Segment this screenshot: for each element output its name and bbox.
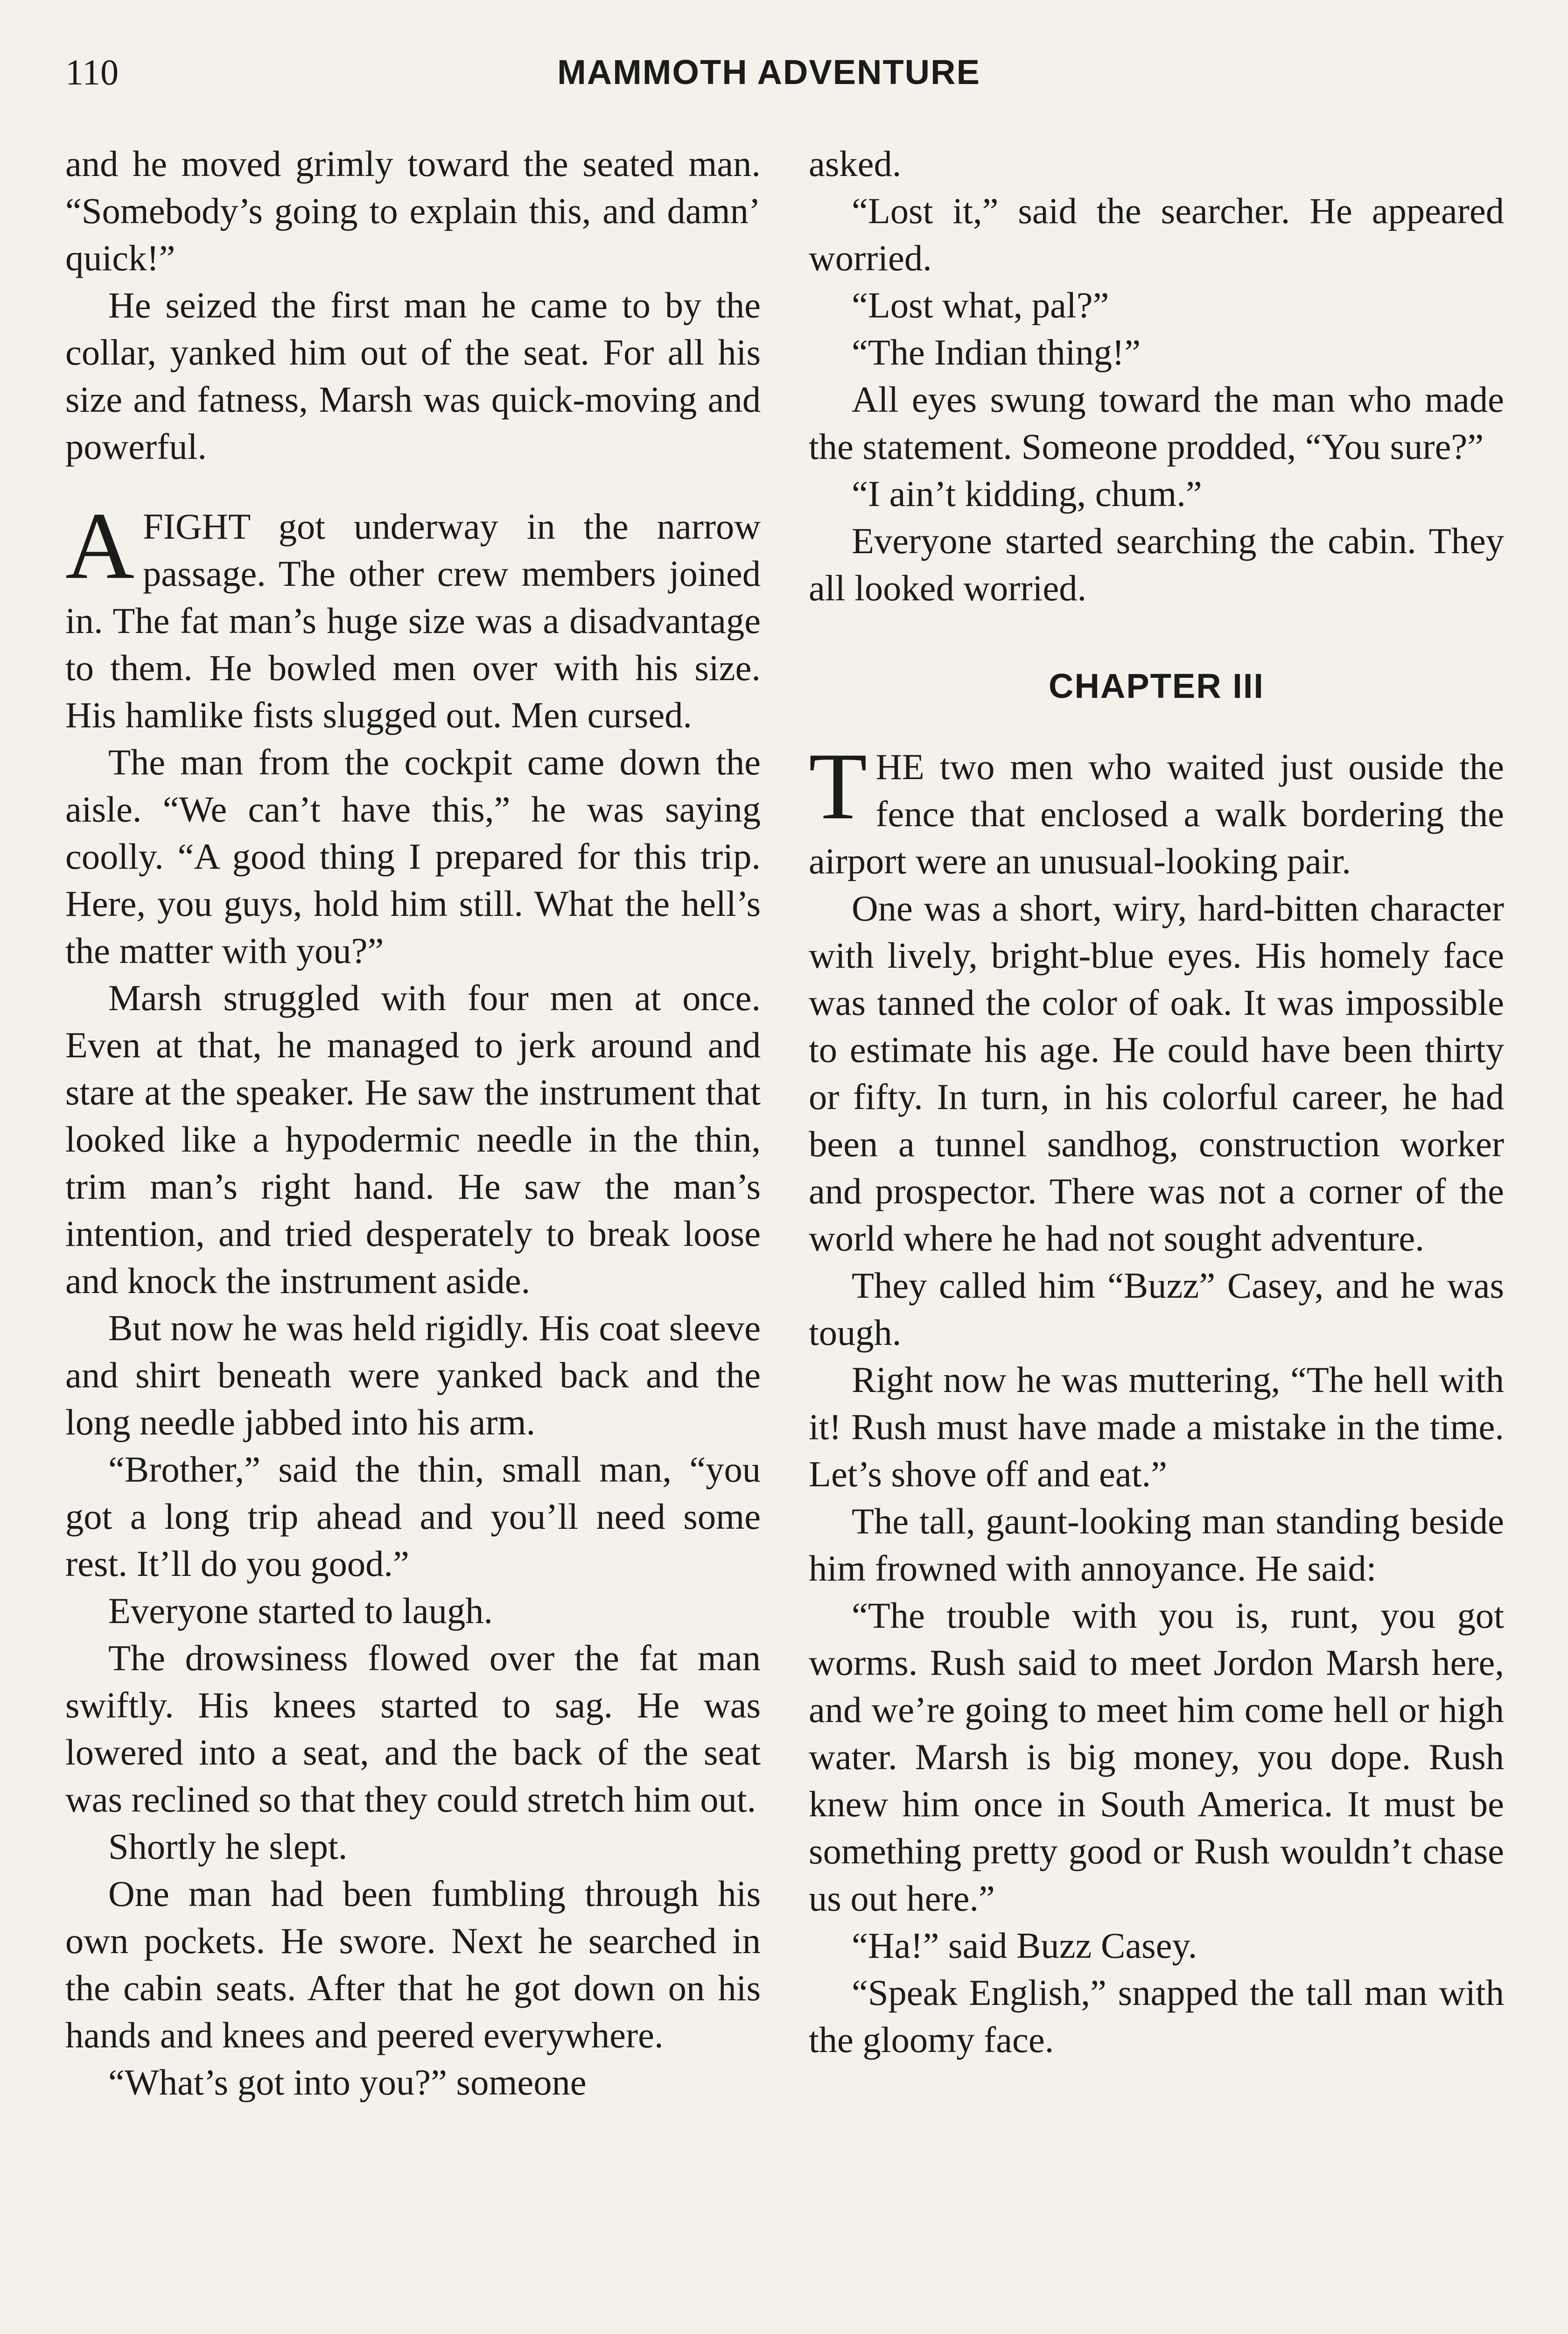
paragraph: “Brother,” said the thin, small man, “you got a long trip ahead and you’ll need some rest. It’ll do you good.” <box>65 1449 761 1584</box>
paragraph: Shortly he slept. <box>108 1826 348 1867</box>
paragraph: They called him “Buzz” Casey, and he was tough. <box>809 1265 1504 1353</box>
page-header <box>65 44 1472 100</box>
paragraph: The man from the cockpit came down the aisle. “We can’t have this,” he was saying coolly. “A good thing I prepared for this trip. Here, you guys, hold him still. What the hell’s the matter with you?” <box>65 742 761 971</box>
paragraph: “Lost it,” said the searcher. He appeared worried. <box>809 190 1504 278</box>
paragraph: One man had been fumbling through his own pockets. He swore. Next he searched in the cabin seats. After that he got down on his hands and knees and peered everywhere. <box>65 1873 761 2055</box>
running-title: MAMMOTH ADVENTURE <box>557 53 980 91</box>
paragraph: He seized the first man he came to by the collar, yanked him out of the seat. For all his size and fatness, Marsh was quick-moving and powerful. <box>65 285 761 467</box>
paragraph: “What’s got into you?” someone <box>108 2062 587 2102</box>
chapter-heading: CHAPTER III <box>1049 667 1264 705</box>
paragraph: “Speak English,” snapped the tall man with the gloomy face. <box>809 1972 1504 2060</box>
page-number: 110 <box>65 52 119 92</box>
paragraph: All eyes swung toward the man who made the statement. Someone prodded, “You sure?” <box>809 379 1504 467</box>
paragraph: Everyone started searching the cabin. They all looked worried. <box>809 520 1504 608</box>
paragraph: “The Indian thing!” <box>852 332 1141 373</box>
paragraph: “The trouble with you is, runt, you got worms. Rush said to meet Jordon Marsh here, and we’re going to meet him come hell or high water. Marsh is big money, you dope. Rush knew him once in South America. It must be something pretty good or Rush wouldn’t chase us out here.” <box>809 1595 1504 1919</box>
right-column <box>809 140 1504 2063</box>
paragraph: “Lost what, pal?” <box>852 285 1109 325</box>
paragraph: Everyone started to laugh. <box>108 1590 493 1631</box>
paragraph: Marsh struggled with four men at once. Even at that, he managed to jerk around and stare at the speaker. He saw the instrument that looked like a hypodermic needle in the thin, trim man’s right hand. He saw the man’s intention, and tried desperately to break loose and knock the instrument aside. <box>65 977 761 1301</box>
paragraph: But now he was held rigidly. His coat sleeve and shirt beneath were yanked back and the long needle jabbed into his arm. <box>65 1308 761 1442</box>
left-column <box>65 140 761 2106</box>
paragraph: The tall, gaunt-looking man standing beside him frowned with annoyance. He said: <box>809 1501 1504 1589</box>
drop-cap-paragraph: THE two men who waited just ouside the fence that enclosed a walk bordering the airport were an unusual-looking pair. <box>809 733 1504 881</box>
paragraph: “Ha!” said Buzz Casey. <box>852 1925 1197 1966</box>
paragraph: and he moved grimly toward the seated man. “Somebody’s going to explain this, and damn’ quick!” <box>65 143 761 278</box>
paragraph: One was a short, wiry, hard-bitten character with lively, bright-blue eyes. His homely face was tanned the color of oak. It was impossible to estimate his age. He could have been thirty or fifty. In turn, in his colorful career, he had been a tunnel sandhog, construction worker and prospector. There was not a corner of the world where he had not sought adventure. <box>809 888 1504 1258</box>
paragraph: “I ain’t kidding, chum.” <box>852 473 1202 514</box>
paragraph: asked. <box>809 143 902 184</box>
paragraph: The drowsiness flowed over the fat man swiftly. His knees started to sag. He was lowered into a seat, and the back of the seat was reclined so that they could stretch him out. <box>65 1638 761 1820</box>
drop-cap-paragraph: AFIGHT got underway in the narrow passage. The other crew members joined in. The fat man’s huge size was a disadvantage to them. He bowled men over with his size. His hamlike fists slugged out. Men cursed. <box>65 493 761 735</box>
paragraph: Right now he was muttering, “The hell with it! Rush must have made a mistake in the time. Let’s shove off and eat.” <box>809 1359 1504 1494</box>
